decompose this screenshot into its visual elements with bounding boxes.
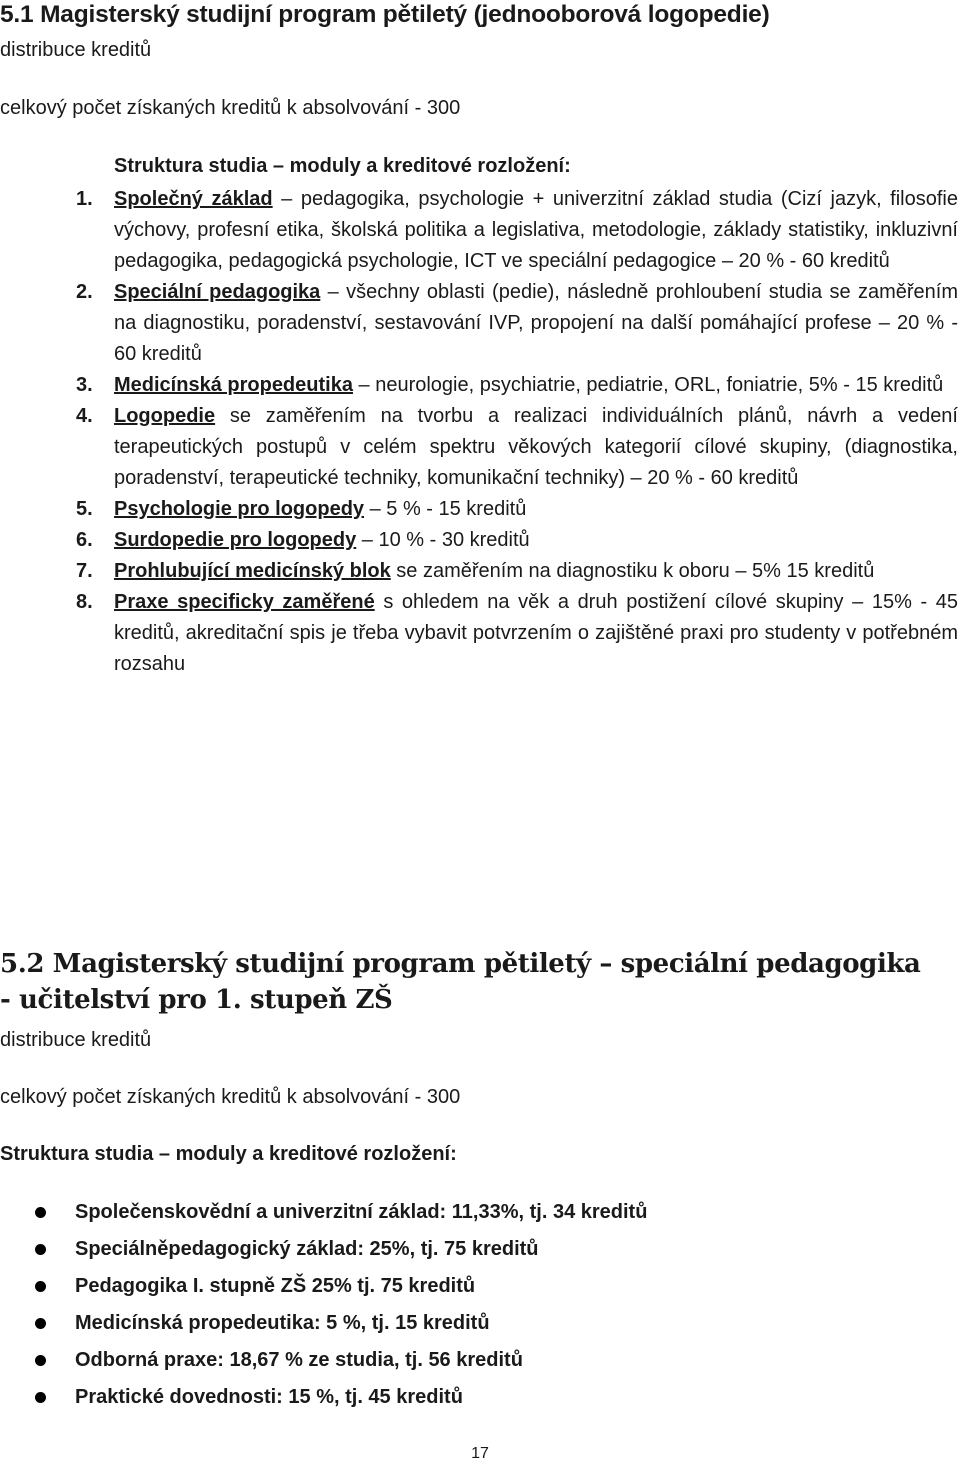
bullet-icon [35,1392,46,1403]
module-description: se zaměřením na diagnostiku k oboru – 5% 15 kreditů [390,560,875,582]
module-name: Společný základ [114,188,273,210]
section-2-structure-heading: Struktura studia – moduly a kreditové rozložení: [0,1143,457,1165]
credit-item-text: Medicínská propedeutika: 5 %, tj. 15 kreditů [75,1312,490,1334]
section-1-structure-heading: Struktura studia – moduly a kreditové rozložení: [114,155,571,177]
section-1-total-credits: celkový počet získaných kreditů k absolvování - 300 [0,97,461,119]
module-name: Speciální pedagogika [114,281,321,303]
bullet-icon [35,1281,46,1292]
module-description: – všechny oblasti (pedie), následně prohloubení studia se zaměřením na diagnostiku, poradenství, sestavování IVP, propojení na další pomáhající profese – 20 % - 60 kreditů [114,281,958,365]
module-item [0,184,958,277]
section-2-subtitle: distribuce kreditů [0,1029,152,1051]
section-2-credit-list [0,1194,647,1416]
credit-item-text: Speciálněpedagogický základ: 25%, tj. 75 kreditů [75,1238,539,1260]
bullet-icon [35,1207,46,1218]
module-item [0,494,958,525]
credit-item [0,1305,647,1342]
module-number: 5. [76,498,93,520]
credit-item [0,1231,647,1268]
module-item [0,556,958,587]
module-description: – pedagogika, psychologie + univerzitní základ studia (Cizí jazyk, filosofie výchovy, profesní etika, školská politika a legislativa, metodologie, základy statistiky, inkluzivní pedagogika, pedagogická psychologie, ICT ve speciální pedagogice – 20 % - 60 kreditů [114,188,958,272]
module-name: Surdopedie pro logopedy [114,529,357,551]
credit-item-text: Společenskovědní a univerzitní základ: 11,33%, tj. 34 kreditů [75,1201,648,1223]
module-number: 7. [76,560,93,582]
module-number: 4. [76,405,93,427]
module-description: – 5 % - 15 kreditů [364,498,527,520]
module-description: – 10 % - 30 kreditů [356,529,530,551]
credit-item-text: Praktické dovednosti: 15 %, tj. 45 kreditů [75,1386,463,1408]
module-item [0,277,958,370]
module-number: 3. [76,374,93,396]
credit-item [0,1268,647,1305]
module-item [0,587,958,680]
credit-item-text: Pedagogika I. stupně ZŠ 25% tj. 75 kreditů [75,1275,476,1297]
section-1-title: 5.1 Magisterský studijní program pětiletý (jednooborová logopedie) [0,1,770,28]
module-number: 8. [76,591,93,613]
module-description: – neurologie, psychiatrie, pediatrie, ORL, foniatrie, 5% - 15 kreditů [352,374,944,396]
section-2-total-credits: celkový počet získaných kreditů k absolvování - 300 [0,1086,461,1108]
credit-item-text: Odborná praxe: 18,67 % ze studia, tj. 56 kreditů [75,1349,523,1371]
module-name: Logopedie [114,405,216,427]
module-name: Medicínská propedeutika [114,374,353,396]
bullet-icon [35,1318,46,1329]
bullet-icon [35,1244,46,1255]
module-number: 1. [76,188,93,210]
section-1-module-list [0,184,958,680]
bullet-icon [35,1355,46,1366]
module-name: Psychologie pro logopedy [114,498,365,520]
module-description: s ohledem na věk a druh postižení cílové skupiny – 15% - 45 kreditů, akreditační spis je třeba vybavit potvrzením o zajištěné praxi pro studenty v potřebném rozsahu [114,591,958,675]
section-1-subtitle: distribuce kreditů [0,39,152,61]
credit-item [0,1342,647,1379]
module-number: 2. [76,281,93,303]
credit-item [0,1194,647,1231]
section-2-title: 5.2 Magisterský studijní program pětiletý – speciální pedagogika - učitelství pro 1. stupeň ZŠ [0,949,921,1015]
module-item [0,370,958,401]
page-number: 17 [471,1445,489,1462]
module-name: Praxe specificky zaměřené [114,591,375,613]
module-item [0,525,958,556]
module-description: se zaměřením na tvorbu a realizaci individuálních plánů, návrh a vedení terapeutických postupů v celém spektru věkových kategorií cílové skupiny, (diagnostika, poradenství, terapeutické techniky, komunikační techniky) – 20 % - 60 kreditů [114,405,958,489]
module-number: 6. [76,529,93,551]
credit-item [0,1379,647,1416]
module-name: Prohlubující medicínský blok [114,560,391,582]
module-item [0,401,958,494]
